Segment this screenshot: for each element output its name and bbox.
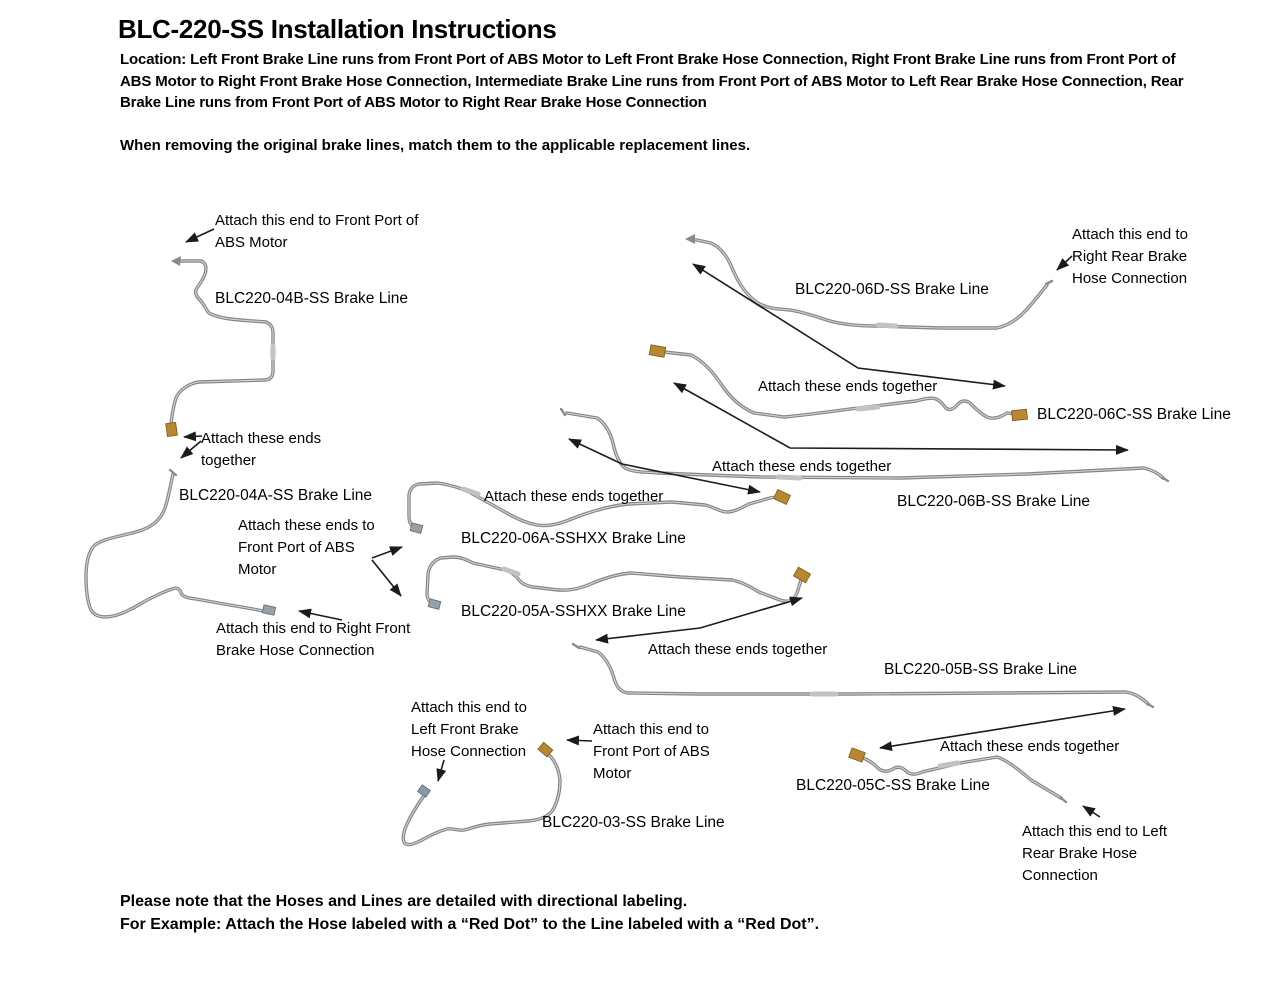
location-paragraph: Location: Left Front Brake Line runs from Front Port of ABS Motor to Left Front Brake Hose Connection, Right Front Brake Line runs from Front Port of ABS Motor to Right Front Brake Hose Connection, Intermediate Brake Line runs from Front Port of ABS Motor to Left Rear Brake Hose Connection, Rear Brake Line runs from Front Port of ABS Motor to Right Rear Brake Hose Connection <box>120 51 1184 111</box>
annotation-right-rear-hose: Attach this end to Right Rear Brake Hose Connection <box>1072 226 1188 287</box>
part-label-blc220-04b: BLC220-04B-SS Brake Line <box>215 290 409 307</box>
part-label-blc220-03: BLC220-03-SS Brake Line <box>542 814 725 831</box>
part-label-blc220-05a: BLC220-05A-SSHXX Brake Line <box>461 603 686 620</box>
arrow-ends-04-upper <box>184 436 202 437</box>
part-label-blc220-05c: BLC220-05C-SS Brake Line <box>796 777 990 794</box>
part-label-blc220-06b: BLC220-06B-SS Brake Line <box>897 493 1091 510</box>
part-label-blc220-04a: BLC220-04A-SS Brake Line <box>179 487 373 504</box>
arrow-left-front-hose <box>438 760 444 781</box>
annotation-ends-together-05bc: Attach these ends together <box>940 738 1120 755</box>
arrow-right-rear-hose <box>1057 256 1072 270</box>
arrow-front-port-04b <box>186 229 214 242</box>
page-title: BLC-220-SS Installation Instructions <box>118 14 557 44</box>
annotation-front-port-04b: Attach this end to Front Port of ABS Motor <box>215 212 419 251</box>
annotation-ends-together-05ab: Attach these ends together <box>648 641 828 658</box>
removal-note: When removing the original brake lines, match them to the applicable replacement lines. <box>120 137 751 154</box>
annotation-ends-together-06cb: Attach these ends together <box>712 458 892 475</box>
footer-note-line1: Please note that the Hoses and Lines are detailed with directional labeling. <box>120 893 688 910</box>
part-label-blc220-06a: BLC220-06A-SSHXX Brake Line <box>461 530 686 547</box>
part-label-blc220-05b: BLC220-05B-SS Brake Line <box>884 661 1078 678</box>
annotation-ends-together-06dc: Attach these ends together <box>758 378 938 395</box>
part-label-blc220-06d: BLC220-06D-SS Brake Line <box>795 281 989 298</box>
arrow-front-port-03 <box>567 740 592 741</box>
arrow-left-rear-hose <box>1083 806 1100 817</box>
annotation-ends-together-04: Attach these ends together <box>201 430 322 469</box>
arrow-ends-04-lower <box>181 441 201 458</box>
annotation-ends-front-port-abs: Attach these ends to Front Port of ABS Motor <box>238 517 375 578</box>
annotation-left-rear-hose: Attach this end to Left Rear Brake Hose Connection <box>1022 823 1168 884</box>
annotation-front-port-03: Attach this end to Front Port of ABS Motor <box>593 721 710 782</box>
annotation-right-front-hose: Attach this end to Right Front Brake Hose Connection <box>216 620 411 659</box>
part-label-blc220-06c: BLC220-06C-SS Brake Line <box>1037 406 1231 423</box>
annotation-ends-together-mid: Attach these ends together <box>484 488 664 505</box>
tube-blc220-04b <box>166 256 273 437</box>
tube-blc220-05a <box>427 557 811 609</box>
footer-note-line2: For Example: Attach the Hose labeled with a “Red Dot” to the Line labeled with a “Red Dot”. <box>120 916 820 933</box>
annotation-left-front-hose: Attach this end to Left Front Brake Hose Connection <box>411 699 527 760</box>
